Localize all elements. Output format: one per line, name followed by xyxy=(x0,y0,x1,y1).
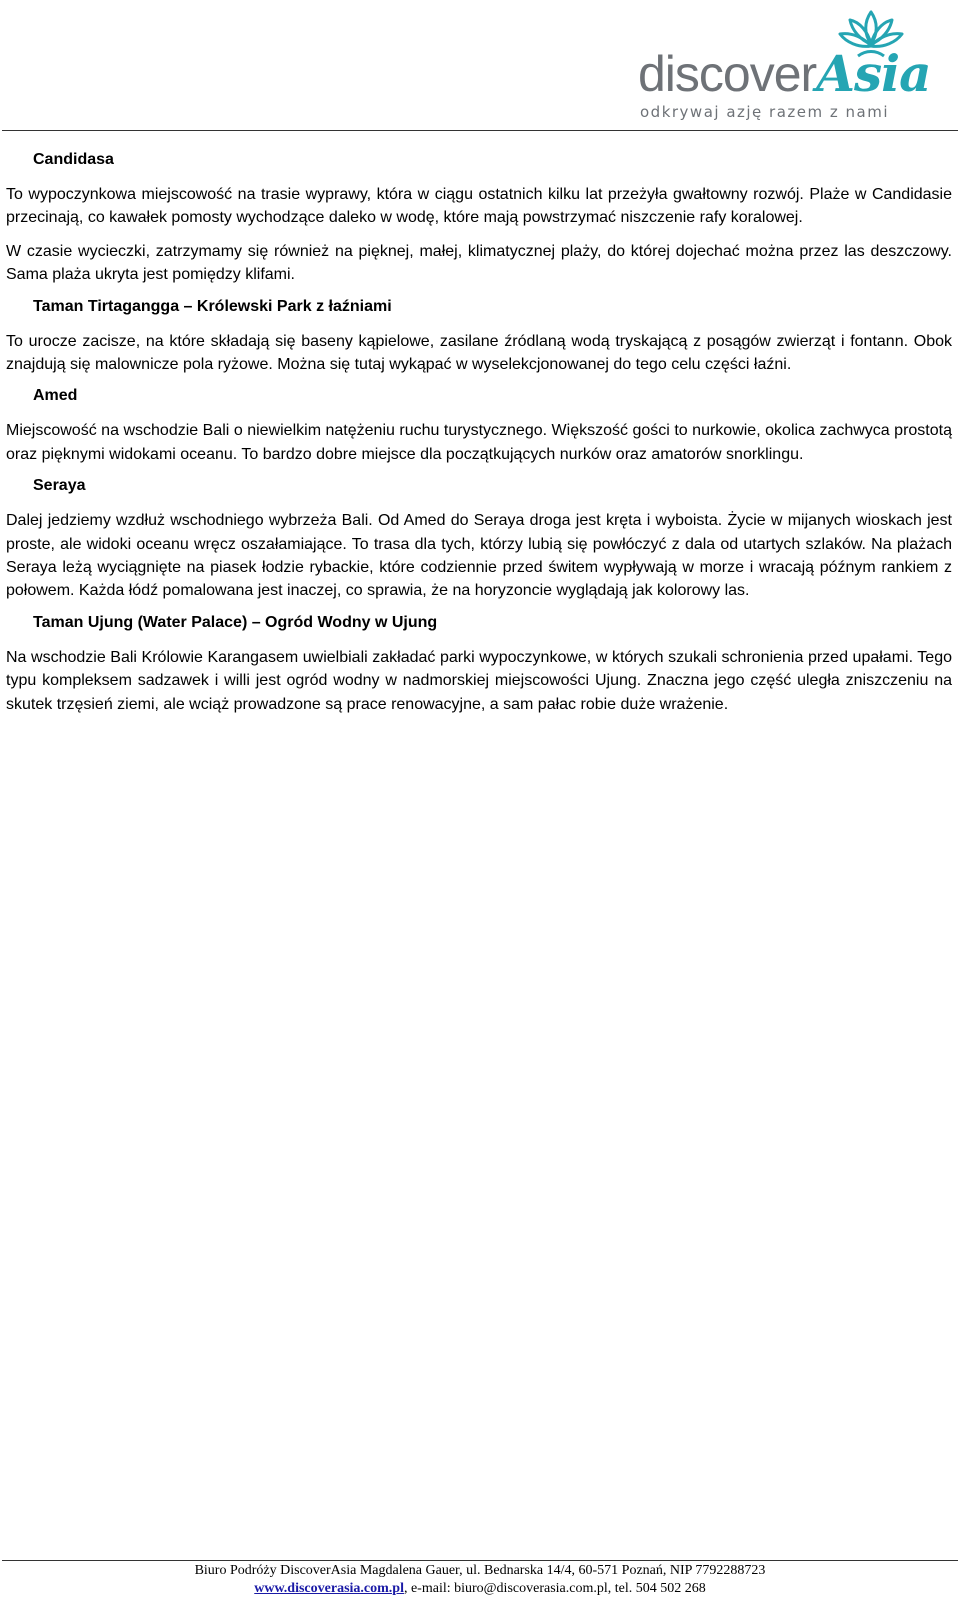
discoverasia-logo xyxy=(632,6,952,124)
logo-word-asia: Asia xyxy=(816,44,931,103)
footer-website-link[interactable]: www.discoverasia.com.pl xyxy=(254,1581,404,1596)
section-heading-seraya: Seraya xyxy=(33,477,86,495)
section-heading-ujung: Taman Ujung (Water Palace) – Ogród Wodny w Ujung xyxy=(33,613,438,631)
logo-word-discover: discover xyxy=(638,46,817,102)
footer-company-line: Biuro Podróży DiscoverAsia Magdalena Gauer, ul. Bednarska 14/4, 60-571 Poznań, NIP 7792288723 xyxy=(194,1563,766,1578)
section-heading-tirtagangga: Taman Tirtagangga – Królewski Park z łaźniami xyxy=(33,297,392,315)
paragraph: To wypoczynkowa miejscowość na trasie wyprawy, która w ciągu ostatnich kilku lat przeżyła gwałtowny rozwój. Plaże w Candidasie przecinają, co kawałek pomosty wychodzące daleko w wodę, które mają powstrzymać niszczenie rafy koralowej. xyxy=(6,186,952,227)
footer-contact-line xyxy=(0,1580,960,1598)
footer-divider xyxy=(2,1560,958,1561)
paragraph: Miejscowość na wschodzie Bali o niewielkim natężeniu ruchu turystycznego. Większość gości to nurkowie, okolica zachwyca prostotą oraz pięknymi widokami oceanu. To bardzo dobre miejsce dla początkujących nurków oraz amatorów snorklingu. xyxy=(6,422,952,463)
paragraph: To urocze zacisze, na które składają się baseny kąpielowe, zasilane źródlaną wodą tryskającą z posągów zwierząt i fontann. Obok znajdują się malownicze pola ryżowe. Można się tutaj wykąpać w wyselekcjonowanej do tego celu części łaźni. xyxy=(6,332,952,374)
paragraph: Dalej jedziemy wzdłuż wschodniego wybrzeża Bali. Od Amed do Seraya droga jest kręta i wyboista. Życie w mijanych wioskach jest proste, ale widoki oceanu wręcz oszałamiające. To trasa dla tych, którzy lubią się powłóczyć z dala od utartych szlaków. Na plażach Seraya leżą wyciągnięte na piasek łodzie rybackie, które codziennie przed świtem wypływają w morze i wracają późnym rankiem z połowem. Każda łódź pomalowana jest inaczej, co sprawia, że na horyzoncie wyglądają jak kolorowy las. xyxy=(6,512,952,600)
page-footer xyxy=(0,1562,960,1598)
paragraph: Na wschodzie Bali Królowie Karangasem uwielbiali zakładać parki wypoczynkowe, w których szukali schronienia przed upałami. Tego typu kompleksem sadzawek i willi jest ogród wodny w nadmorskiej miejscowości Ujung. Znaczna jego część uległa zniszczeniu na skutek trzęsień ziemi, ale wciąż prowadzone są prace renowacyjne, a sam pałac robie duże wrażenie. xyxy=(6,648,952,713)
paragraph: W czasie wycieczki, zatrzymamy się również na pięknej, małej, klimatycznej plaży, do której dojechać można przez las deszczowy. Sama plaża ukryta jest pomiędzy klifami. xyxy=(6,242,952,284)
logo-wordmark xyxy=(638,44,931,103)
footer-contact-details: , e-mail: biuro@discoverasia.com.pl, tel. 504 502 268 xyxy=(403,1581,706,1596)
section-heading-amed: Amed xyxy=(33,387,78,405)
header-divider xyxy=(2,130,958,131)
section-heading-candidasa: Candidasa xyxy=(33,151,114,168)
logo-tagline: odkrywaj azję razem z nami xyxy=(640,103,890,121)
document-body xyxy=(6,150,952,726)
